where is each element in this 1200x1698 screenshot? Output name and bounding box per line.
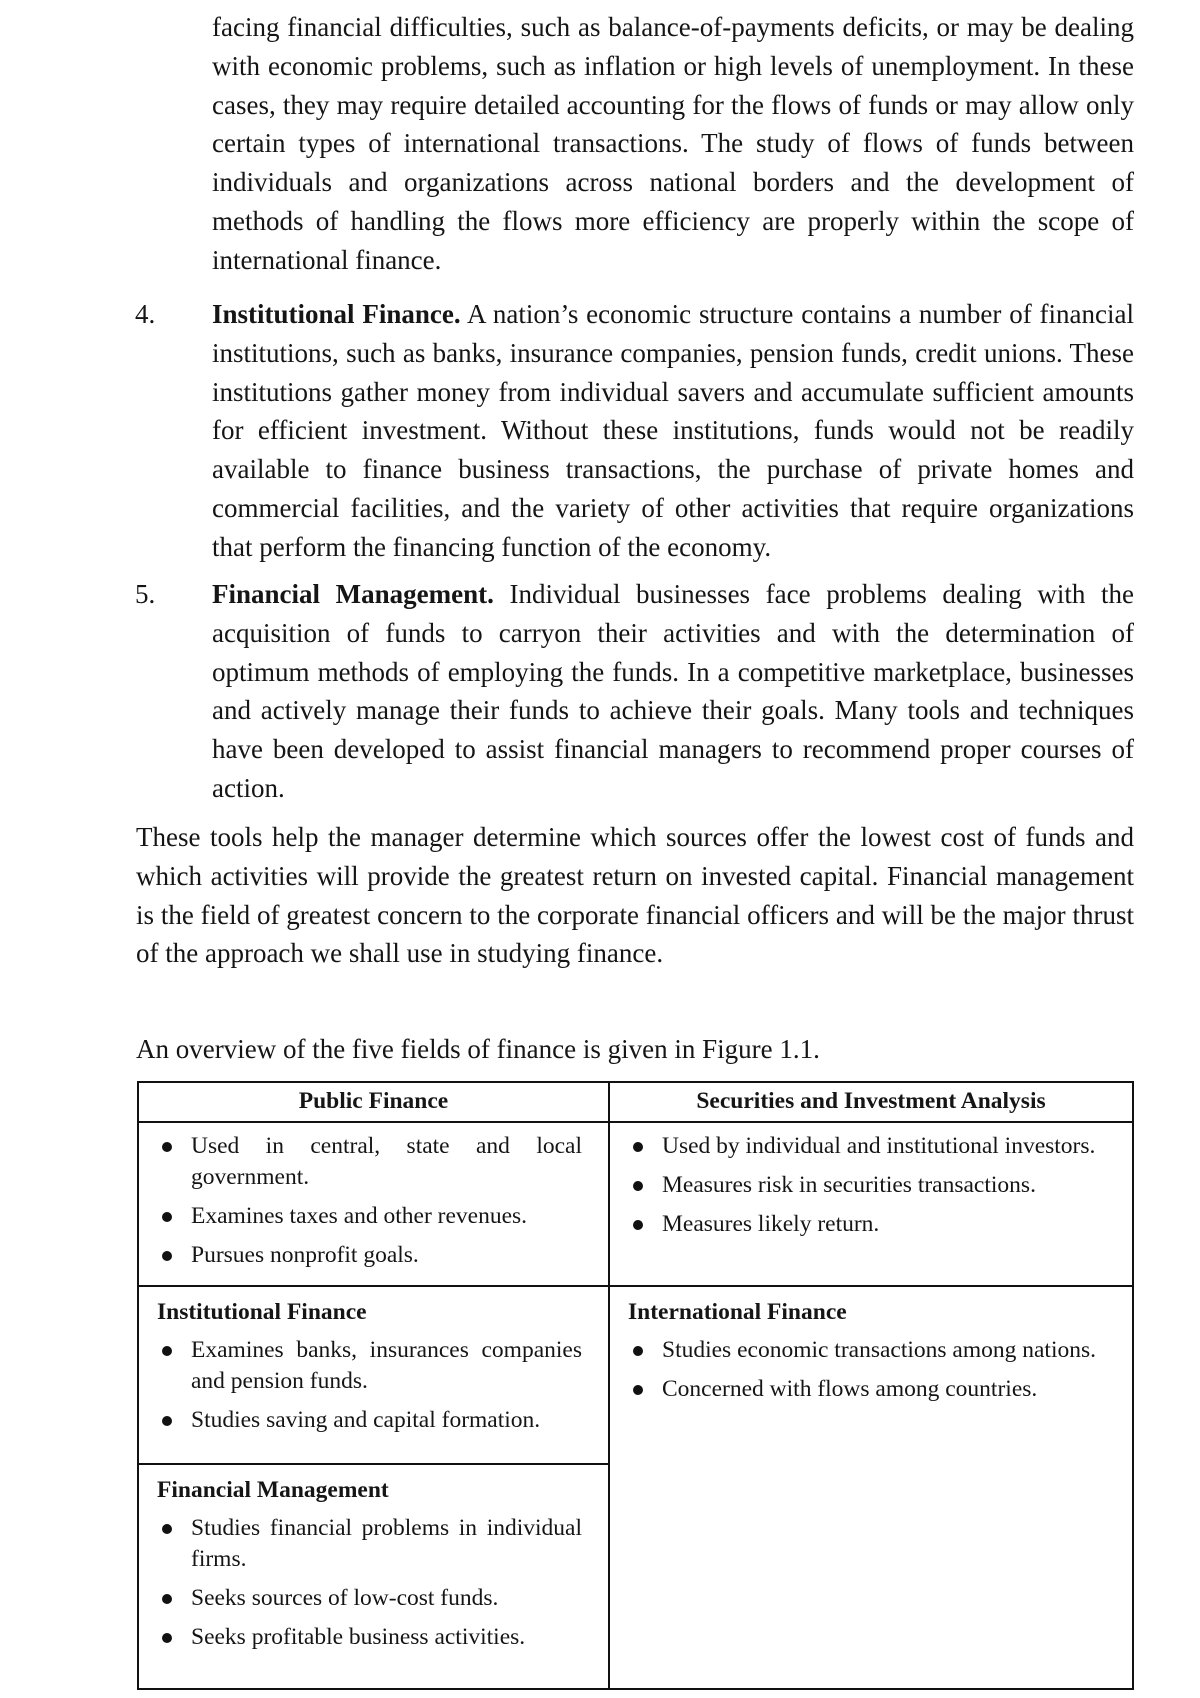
bullet-item	[628, 1209, 1108, 1240]
financial-management-title: Financial Management	[157, 1477, 389, 1503]
list-item-heading: Financial Management.	[212, 579, 494, 609]
securities-title: Securities and Investment Analysis	[696, 1088, 1046, 1114]
bullet-text: Pursues nonprofit goals.	[191, 1242, 419, 1268]
list-item-body	[212, 575, 1134, 808]
list-item-number: 5.	[135, 579, 156, 609]
international-finance-title: International Finance	[628, 1299, 847, 1325]
international-finance-bullets	[628, 1335, 1108, 1405]
bullet-item	[157, 1622, 582, 1653]
institutional-finance-title: Institutional Finance	[157, 1299, 367, 1325]
bullet-item	[157, 1201, 582, 1232]
bullet-item	[157, 1335, 582, 1397]
bullet-item	[157, 1405, 582, 1436]
bullet-text: Concerned with flows among countries.	[662, 1376, 1038, 1402]
bullet-text: Studies financial problems in individual firms.	[191, 1515, 582, 1572]
bullet-icon	[633, 1385, 643, 1395]
bullet-item	[628, 1335, 1108, 1366]
financial-management-bullets	[157, 1513, 582, 1653]
list-item-number: 4.	[135, 299, 156, 329]
bullet-text: Examines taxes and other revenues.	[191, 1203, 528, 1229]
list-item-text: A nation’s economic structure contains a number of financial institutions, such as banks, insurance companies, pension funds, credit unions. These institutions gather money from individual savers and accumulate sufficient amounts for efficient investment. Without these institutions, funds would not be readily available to finance business transactions, the purchase of private homes and commercial facilities, and the variety of other activities that require organizations that perform the financing function of the economy.	[212, 299, 1134, 562]
bullet-icon	[162, 1142, 172, 1152]
public-finance-bullets	[157, 1131, 582, 1271]
five-fields-figure	[137, 1081, 1134, 1690]
figure-row-divider	[139, 1285, 1132, 1287]
bullet-text: Measures risk in securities transactions.	[662, 1172, 1036, 1198]
bullet-item	[628, 1170, 1108, 1201]
bullet-text: Examines banks, insurances companies and pension funds.	[191, 1337, 582, 1394]
bullet-icon	[162, 1251, 172, 1261]
figure-column-divider	[608, 1083, 610, 1688]
bullet-icon	[633, 1220, 643, 1230]
public-finance-cell	[157, 1131, 582, 1279]
bullet-icon	[162, 1594, 172, 1604]
bullet-icon	[162, 1212, 172, 1222]
list-item-body	[212, 295, 1134, 567]
bullet-icon	[633, 1346, 643, 1356]
tools-paragraph: These tools help the manager determine which sources offer the lowest cost of funds and which activities will provide the greatest return on invested capital. Financial management is the field of greatest concern to the corporate financial officers and will be the major thrust of the approach we shall use in studying finance.	[136, 822, 1134, 969]
bullet-text: Studies saving and capital formation.	[191, 1407, 541, 1433]
institutional-finance-cell	[157, 1295, 582, 1444]
bullet-icon	[633, 1142, 643, 1152]
bullet-text: Studies economic transactions among nations.	[662, 1337, 1097, 1363]
bullet-item	[157, 1583, 582, 1614]
financial-management-cell	[157, 1473, 582, 1661]
institutional-finance-bullets	[157, 1335, 582, 1436]
bullet-text: Used in central, state and local government.	[191, 1133, 582, 1190]
bullet-item	[157, 1240, 582, 1271]
list-item-text: Individual businesses face problems dealing with the acquisition of funds to carryon their activities and with the determination of optimum methods of employing the funds. In a competitive marketplace, businesses and actively manage their funds to achieve their goals. Many tools and techniques have been developed to assist financial managers to recommend proper courses of action.	[212, 579, 1135, 803]
bullet-icon	[162, 1346, 172, 1356]
bullet-item	[157, 1131, 582, 1193]
list-item-heading: Institutional Finance.	[212, 299, 461, 329]
bullet-icon	[162, 1633, 172, 1643]
figure-reference-line: An overview of the five fields of finance is given in Figure 1.1.	[136, 1034, 820, 1064]
securities-cell	[628, 1131, 1108, 1248]
bullet-icon	[633, 1181, 643, 1191]
bullet-item	[628, 1131, 1108, 1162]
international-finance-cell	[628, 1295, 1108, 1413]
figure-header-divider	[139, 1121, 1132, 1123]
public-finance-title: Public Finance	[298, 1088, 449, 1114]
continuation-paragraph: facing financial difficulties, such as balance-of-payments deficits, or may be dealing with economic problems, such as inflation or high levels of unemployment. In these cases, they may require detailed accounting for the flows of funds or may allow only certain types of international transactions. The study of flows of funds between individuals and organizations across national borders and the development of methods of handling the flows more efficiency are properly within the scope of international finance.	[212, 12, 1134, 275]
bullet-text: Seeks profitable business activities.	[191, 1624, 526, 1650]
bullet-text: Measures likely return.	[662, 1211, 880, 1237]
bullet-item	[157, 1513, 582, 1575]
bullet-text: Used by individual and institutional investors.	[662, 1133, 1096, 1159]
bullet-icon	[162, 1524, 172, 1534]
bullet-text: Seeks sources of low-cost funds.	[191, 1585, 499, 1611]
figure-left-row-divider	[139, 1463, 608, 1465]
bullet-icon	[162, 1416, 172, 1426]
bullet-item	[628, 1374, 1108, 1405]
securities-bullets	[628, 1131, 1108, 1240]
